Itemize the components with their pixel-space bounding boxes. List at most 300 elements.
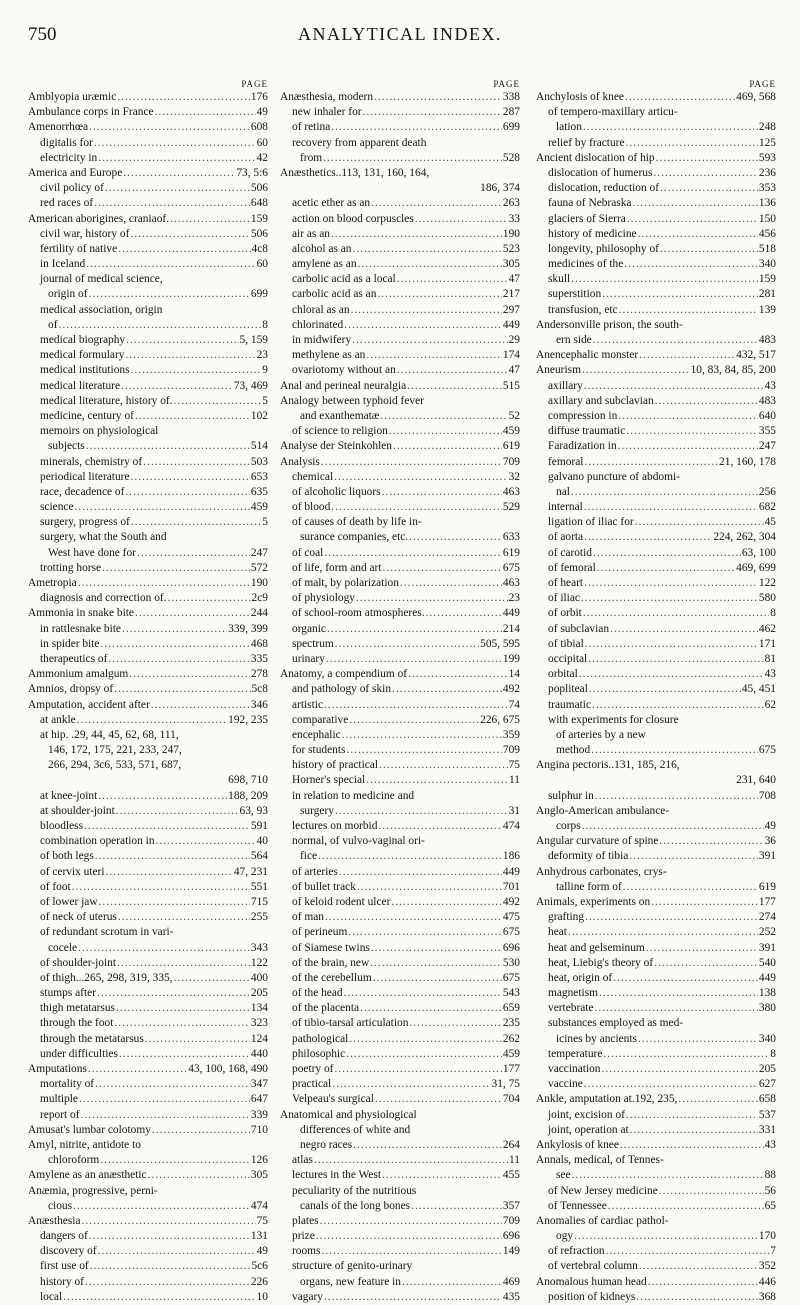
dot-leader xyxy=(626,424,758,439)
entry-page-refs: 177 xyxy=(502,1063,520,1075)
dot-leader xyxy=(371,941,502,956)
entry-term: stumps after xyxy=(40,987,96,1000)
dot-leader xyxy=(73,1199,250,1214)
entry-page-refs: 352 xyxy=(758,1260,776,1273)
dot-leader xyxy=(584,500,758,515)
index-entry xyxy=(28,895,268,910)
dot-leader xyxy=(78,941,250,956)
dot-leader xyxy=(346,1047,502,1062)
dot-leader xyxy=(98,151,255,166)
dot-leader xyxy=(145,1032,250,1047)
index-entry xyxy=(280,1184,520,1199)
dot-leader xyxy=(77,713,227,728)
dot-leader xyxy=(583,120,758,135)
index-entry xyxy=(536,394,776,409)
dot-leader xyxy=(584,1077,758,1092)
entry-term: pathological xyxy=(292,1032,349,1045)
dot-leader xyxy=(351,303,502,318)
entry-page-refs: 52 xyxy=(508,409,520,422)
index-entry xyxy=(536,363,776,378)
entry-term: acetic ether as an xyxy=(292,197,371,210)
dot-leader xyxy=(108,652,250,667)
entry-page-refs: 36 xyxy=(764,835,776,848)
dot-leader xyxy=(331,500,502,515)
entry-page-refs: 540 xyxy=(758,956,776,969)
index-entry xyxy=(280,212,520,227)
index-column-1 xyxy=(28,78,268,1305)
index-entry xyxy=(280,591,520,606)
index-entry xyxy=(536,1259,776,1274)
entry-page-refs: 474 xyxy=(502,820,520,832)
dot-leader xyxy=(86,257,255,272)
entry-list xyxy=(536,90,776,1305)
dot-leader xyxy=(379,758,508,773)
entry-term: relief by fracture xyxy=(548,136,625,149)
entry-term: encephalic xyxy=(292,728,341,741)
entry-term: of xyxy=(48,318,58,331)
dot-leader xyxy=(366,773,508,788)
index-entry xyxy=(280,1047,520,1062)
entry-page-refs: 138 xyxy=(758,987,776,1000)
index-entry xyxy=(536,698,776,713)
entry-term: of refraction xyxy=(548,1245,605,1258)
entry-page-refs: 75 xyxy=(256,1214,268,1227)
entry-page-refs: 675 xyxy=(502,561,520,574)
entry-term: philosophic xyxy=(292,1047,346,1060)
dot-leader xyxy=(327,622,502,637)
entry-term: Anæmia, progressive, perni- xyxy=(28,1184,158,1197)
entry-term: for students xyxy=(292,744,346,757)
dot-leader xyxy=(130,227,250,242)
index-entry xyxy=(28,1138,268,1153)
index-entry xyxy=(280,698,520,713)
dot-leader xyxy=(325,910,502,925)
index-entry xyxy=(536,181,776,196)
entry-page-refs: 224, 262, 304 xyxy=(713,531,776,544)
index-entry xyxy=(536,470,776,485)
entry-page-refs: 236 xyxy=(758,166,776,179)
index-entry xyxy=(280,1168,520,1183)
entry-page-refs: 682 xyxy=(758,501,776,514)
dot-leader xyxy=(426,606,502,621)
entry-term: of thigh...265, 298, 319, 335, xyxy=(40,971,173,984)
entry-term: first use of xyxy=(40,1260,89,1273)
index-entry xyxy=(536,910,776,925)
entry-term: Ammonia in snake bite xyxy=(28,607,134,620)
index-entry xyxy=(536,925,776,940)
index-entry xyxy=(280,561,520,576)
dot-leader xyxy=(653,166,758,181)
entry-page-refs: 247 xyxy=(250,546,268,559)
dot-leader xyxy=(393,439,502,454)
entry-term: poetry of xyxy=(292,1063,334,1075)
entry-page-refs: 171 xyxy=(758,637,776,650)
index-entry xyxy=(280,363,520,378)
entry-page-refs: 23 xyxy=(256,349,268,362)
entry-term: mortality of xyxy=(40,1078,95,1091)
dot-leader xyxy=(383,561,502,576)
dot-leader xyxy=(135,409,250,424)
entry-page-refs: 2c9 xyxy=(251,592,268,605)
dot-leader xyxy=(174,394,262,409)
index-entry xyxy=(28,470,268,485)
dot-leader xyxy=(375,1092,502,1107)
entry-term: discovery of xyxy=(40,1245,97,1258)
entry-term: vaccine xyxy=(548,1078,583,1091)
entry-term: superstition xyxy=(548,288,602,301)
entry-page-refs: 102 xyxy=(250,409,268,422)
entry-page-refs: 199 xyxy=(502,652,520,665)
entry-page-refs: 530 xyxy=(502,956,520,969)
dot-leader xyxy=(89,1229,250,1244)
entry-page-refs: 463 xyxy=(502,485,520,498)
entry-term: surgery xyxy=(300,804,334,817)
index-entry xyxy=(280,986,520,1001)
entry-term: in relation to medicine and xyxy=(292,789,415,802)
entry-term: lectures in the West xyxy=(292,1169,382,1182)
entry-page-refs: 339, 399 xyxy=(228,622,268,635)
index-entry xyxy=(280,1275,520,1290)
dot-leader xyxy=(626,1108,758,1123)
entry-term: civil policy of xyxy=(40,182,104,195)
entry-term: galvano puncture of abdomi- xyxy=(548,470,680,483)
index-entry xyxy=(280,272,520,287)
entry-page-refs: 65 xyxy=(764,1199,776,1212)
entry-term: of vertebral column xyxy=(548,1260,638,1273)
entry-term: report of xyxy=(40,1108,80,1121)
index-entry xyxy=(536,242,776,257)
dot-leader xyxy=(98,789,227,804)
entry-term: Aneurism xyxy=(536,364,581,377)
dot-leader xyxy=(79,1092,250,1107)
entry-term: Anglo-American ambulance- xyxy=(536,804,670,817)
entry-page-refs: 262 xyxy=(502,1032,520,1045)
dot-leader xyxy=(660,242,758,257)
entry-term: of blood xyxy=(292,501,331,514)
entry-term: Ametropia xyxy=(28,577,77,589)
entry-term: normal, of vulvo-vaginal ori- xyxy=(292,835,425,848)
index-entry xyxy=(536,804,776,819)
entry-term: comparative xyxy=(292,713,349,726)
entry-page-refs: 355 xyxy=(758,425,776,438)
entry-term: Ankylosis of knee xyxy=(536,1138,619,1151)
index-entry xyxy=(536,546,776,561)
dot-leader xyxy=(323,151,502,166)
entry-page-refs: 47, 231 xyxy=(233,865,268,878)
index-entry xyxy=(280,743,520,758)
entry-term: corps xyxy=(556,820,581,832)
index-entry xyxy=(280,941,520,956)
entry-page-refs: 23 xyxy=(508,592,520,605)
entry-term: of neck of uterus xyxy=(40,911,117,924)
index-entry xyxy=(280,287,520,302)
index-entry xyxy=(536,1275,776,1290)
entry-term: of retina xyxy=(292,121,331,134)
entry-term: Velpeau's surgical xyxy=(292,1093,374,1106)
entry-term: journal of medical science, xyxy=(40,273,163,286)
entry-page-refs: 255 xyxy=(250,911,268,924)
entry-term: at knee-joint xyxy=(40,789,98,802)
entry-page-refs: 31, 75 xyxy=(491,1078,520,1091)
entry-term: Amnios, dropsy of xyxy=(28,683,114,696)
entry-term: nal xyxy=(556,485,570,498)
index-entry xyxy=(280,136,520,151)
entry-page-refs: 188, 209 xyxy=(228,789,268,802)
entry-term: Annals, medical, of Tennes- xyxy=(536,1154,664,1167)
entry-page-refs: 469, 568 xyxy=(736,91,776,103)
index-entry xyxy=(536,1077,776,1092)
entry-term: new inhaler for xyxy=(292,106,362,119)
entry-page-refs: 698, 710 xyxy=(228,774,268,787)
entry-term: Angular curvature of spine xyxy=(536,835,659,848)
index-entry xyxy=(280,971,520,986)
entry-term: chlorinated xyxy=(292,318,344,331)
entry-page-refs: 675 xyxy=(502,926,520,939)
index-entry xyxy=(536,303,776,318)
entry-term: West have done for xyxy=(48,546,136,559)
dot-leader xyxy=(334,1062,501,1077)
index-entry xyxy=(280,834,520,849)
entry-page-refs: 709 xyxy=(502,1214,520,1227)
entry-term: at shoulder-joint xyxy=(40,804,115,817)
entry-page-refs: 174 xyxy=(502,349,520,362)
entry-page-refs: 339 xyxy=(250,1108,268,1121)
index-entry xyxy=(280,682,520,697)
index-entry xyxy=(28,652,268,667)
dot-leader xyxy=(397,363,508,378)
index-entry xyxy=(28,789,268,804)
entry-page-refs: 43 xyxy=(764,668,776,681)
entry-term: medical formulary xyxy=(40,349,125,362)
dot-leader xyxy=(392,682,502,697)
entry-term: Faradization in xyxy=(548,440,617,453)
entry-page-refs: 528 xyxy=(502,151,520,164)
index-column-3 xyxy=(536,78,776,1305)
entry-term: cocele xyxy=(48,941,78,954)
index-entry xyxy=(280,1077,520,1092)
dot-leader xyxy=(602,287,758,302)
entry-term: of Tennessee xyxy=(548,1199,607,1212)
index-entry xyxy=(280,105,520,120)
index-entry xyxy=(280,485,520,500)
entry-term: of heart xyxy=(548,577,584,589)
entry-page-refs: 440 xyxy=(250,1047,268,1060)
index-entry xyxy=(536,758,776,773)
index-entry xyxy=(28,713,268,728)
dot-leader xyxy=(597,561,735,576)
entry-term: 146, 172, 175, 221, 233, 247, xyxy=(48,744,182,757)
entry-page-refs: 701 xyxy=(502,880,520,893)
entry-term: of New Jersey medicine xyxy=(548,1184,658,1197)
index-entry xyxy=(536,212,776,227)
entry-term: Anomalies of cardiac pathol- xyxy=(536,1214,669,1227)
entry-page-refs: 5 xyxy=(262,394,268,407)
index-entry xyxy=(280,1244,520,1259)
dot-leader xyxy=(363,105,502,120)
entry-page-refs: 7 xyxy=(770,1245,776,1258)
entry-page-refs: 704 xyxy=(502,1093,520,1106)
index-entry xyxy=(536,272,776,287)
index-entry xyxy=(280,622,520,637)
index-entry xyxy=(28,576,268,591)
index-entry xyxy=(28,1153,268,1168)
index-entry xyxy=(28,500,268,515)
dot-leader xyxy=(625,90,735,105)
entry-term: urinary xyxy=(292,652,325,665)
dot-leader xyxy=(59,318,262,333)
index-entry xyxy=(280,515,520,530)
index-entry xyxy=(280,1290,520,1305)
entry-page-refs: 459 xyxy=(250,501,268,514)
dot-leader xyxy=(389,424,502,439)
entry-page-refs: 331 xyxy=(758,1123,776,1136)
entry-term: Animals, experiments on xyxy=(536,895,651,908)
dot-leader xyxy=(174,971,250,986)
entry-page-refs: 205 xyxy=(250,987,268,1000)
entry-term: Amyl, nitrite, antidote to xyxy=(28,1138,141,1151)
index-entry xyxy=(28,622,268,637)
entry-term: Ankle, amputation at.192, 235, xyxy=(536,1093,678,1106)
index-entry xyxy=(280,439,520,454)
dot-leader xyxy=(118,242,250,257)
entry-term: rooms xyxy=(292,1245,321,1258)
index-entry xyxy=(280,333,520,348)
entry-list xyxy=(280,90,520,1305)
index-entry xyxy=(28,379,268,394)
index-entry xyxy=(536,348,776,363)
dot-leader xyxy=(373,971,502,986)
entry-page-refs: 47 xyxy=(508,364,520,377)
index-entry xyxy=(536,606,776,621)
index-entry xyxy=(536,515,776,530)
dot-leader xyxy=(360,1001,502,1016)
index-entry xyxy=(280,713,520,728)
entry-term: medical literature, history of. xyxy=(40,394,173,407)
entry-term: orbital xyxy=(548,668,578,681)
dot-leader xyxy=(332,1077,490,1092)
entry-page-refs: 353 xyxy=(758,182,776,195)
entry-term: with experiments for closure xyxy=(548,713,679,726)
dot-leader xyxy=(314,1153,508,1168)
entry-term: Analyse der Steinkohlen xyxy=(280,440,392,453)
dot-leader xyxy=(324,698,508,713)
entry-page-refs: 5c6 xyxy=(251,1260,268,1273)
dot-leader xyxy=(105,181,250,196)
entry-term: and pathology of skin xyxy=(292,683,392,696)
dot-leader xyxy=(654,956,758,971)
dot-leader xyxy=(371,196,502,211)
index-entry xyxy=(28,1108,268,1123)
entry-page-refs: 231, 640 xyxy=(736,774,776,787)
entry-page-refs: 469, 699 xyxy=(736,561,776,574)
entry-page-refs: 274 xyxy=(758,911,776,924)
entry-term: of redundant scrotum in vari- xyxy=(40,926,174,939)
entry-page-refs: 580 xyxy=(758,592,776,605)
dot-leader xyxy=(648,1275,758,1290)
entry-page-refs: 305 xyxy=(250,1169,268,1182)
entry-term: axillary xyxy=(548,379,583,392)
index-entry xyxy=(28,1184,268,1199)
index-entry xyxy=(28,227,268,242)
index-entry xyxy=(536,743,776,758)
index-entry xyxy=(280,1062,520,1077)
entry-page-refs: 514 xyxy=(250,440,268,453)
entry-page-refs: 619 xyxy=(502,546,520,559)
entry-term: multiple xyxy=(40,1093,78,1106)
entry-term: under difficulties xyxy=(40,1047,118,1060)
index-entry xyxy=(28,1047,268,1062)
entry-page-refs: 190 xyxy=(250,577,268,589)
column-page-heading: PAGE xyxy=(241,79,268,89)
index-entry xyxy=(28,773,268,788)
dot-leader xyxy=(75,500,250,515)
entry-page-refs: 131 xyxy=(250,1230,268,1243)
index-entry xyxy=(28,819,268,834)
entry-term: Amusat's lumbar colotomy xyxy=(28,1123,151,1136)
entry-page-refs: 505, 595 xyxy=(480,637,520,650)
index-entry xyxy=(280,637,520,652)
entry-term: Anæsthesia, modern xyxy=(280,91,374,103)
entry-term: skull xyxy=(548,273,571,286)
entry-term: internal xyxy=(548,501,583,514)
entry-term: and exanthematæ xyxy=(300,409,380,422)
page-header xyxy=(0,24,800,64)
index-entry xyxy=(536,1244,776,1259)
entry-page-refs: 62 xyxy=(764,698,776,711)
entry-page-refs: 368 xyxy=(758,1290,776,1303)
entry-term: of carotid xyxy=(548,546,592,559)
entry-page-refs: 343 xyxy=(250,941,268,954)
entry-term: canals of the long bones xyxy=(300,1199,411,1212)
entry-page-refs: 244 xyxy=(250,607,268,620)
index-entry xyxy=(28,758,268,773)
entry-page-refs: 5, 159 xyxy=(239,334,268,346)
entry-page-refs: 40 xyxy=(256,835,268,848)
dot-leader xyxy=(94,196,250,211)
entry-term: ligation of iliac for xyxy=(548,516,634,529)
entry-term: of tibio-tarsal articulation xyxy=(292,1017,409,1030)
dot-leader xyxy=(331,227,502,242)
entry-term: of bullet track xyxy=(292,880,356,893)
entry-page-refs: 658 xyxy=(758,1093,776,1106)
entry-page-refs: 247 xyxy=(758,440,776,453)
index-entry xyxy=(280,667,520,682)
dot-leader xyxy=(85,1275,250,1290)
index-entry xyxy=(536,151,776,166)
index-entry xyxy=(536,500,776,515)
entry-term: bloodless xyxy=(40,820,84,832)
dot-leader xyxy=(584,530,712,545)
entry-term: atlas xyxy=(292,1154,313,1167)
entry-term: civil war, history of xyxy=(40,227,130,240)
entry-term: of arteries xyxy=(292,865,338,878)
index-entry xyxy=(280,424,520,439)
entry-page-refs: 170 xyxy=(758,1230,776,1243)
dot-leader xyxy=(143,455,250,470)
entry-page-refs: 529 xyxy=(502,501,520,514)
dot-leader xyxy=(659,834,763,849)
entry-page-refs: 75 xyxy=(508,759,520,772)
entry-term: of both legs xyxy=(40,850,94,863)
index-entry xyxy=(280,120,520,135)
entry-term: popliteal xyxy=(548,683,588,696)
index-entry xyxy=(536,895,776,910)
index-entry xyxy=(28,1092,268,1107)
index-entry xyxy=(536,136,776,151)
index-entry xyxy=(280,257,520,272)
dot-leader xyxy=(89,120,250,135)
index-entry xyxy=(28,151,268,166)
